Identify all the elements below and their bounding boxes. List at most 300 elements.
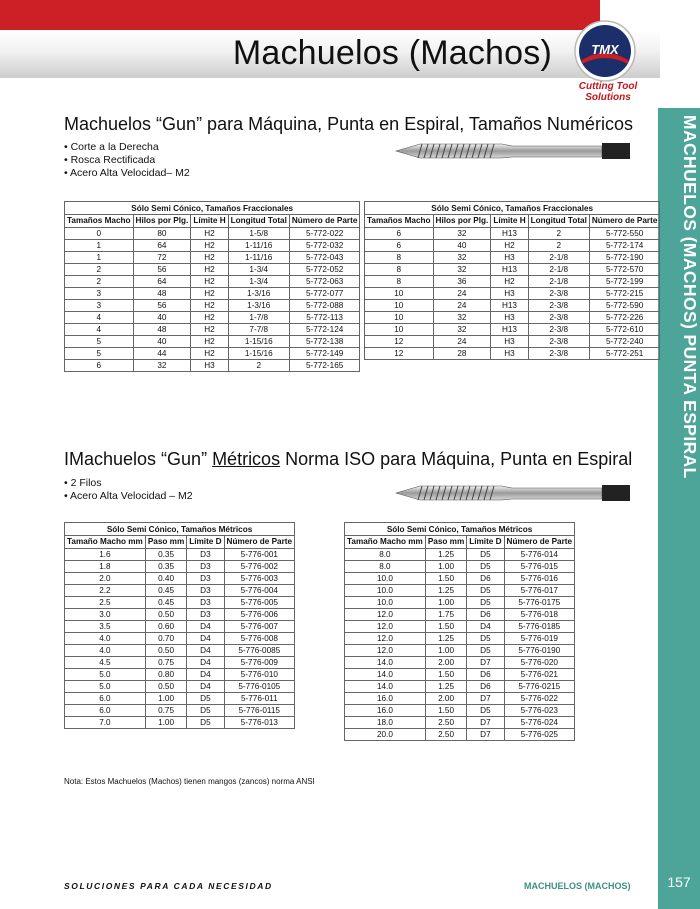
- table-cell: 5-772-550: [589, 228, 660, 240]
- column-header: Número de Parte: [504, 536, 575, 549]
- table-cell: H3: [491, 336, 528, 348]
- table-cell: 1-3/4: [228, 276, 289, 288]
- table-cell: 10: [365, 324, 434, 336]
- column-header: Tamaños Macho: [65, 215, 134, 228]
- tagline-line-1: Cutting Tool: [578, 81, 638, 92]
- metric-table-right: [344, 522, 575, 741]
- table-row: [65, 288, 360, 300]
- table-row: [65, 264, 360, 276]
- table-cell: 1: [65, 252, 134, 264]
- table-caption: Sólo Semi Cónico, Tamaños Métricos: [65, 523, 295, 536]
- table-row: [345, 669, 575, 681]
- table-cell: 5-776-021: [504, 669, 575, 681]
- table-cell: 5-776-0175: [504, 597, 575, 609]
- table-row: [65, 228, 360, 240]
- table-cell: 5-772-052: [289, 264, 360, 276]
- table-cell: 4: [65, 312, 134, 324]
- tmx-logo-icon: [574, 20, 636, 82]
- table-cell: H2: [191, 348, 228, 360]
- column-header: Tamaño Macho mm: [345, 536, 426, 549]
- table-row: [345, 717, 575, 729]
- table-cell: 32: [433, 252, 491, 264]
- table-cell: D4: [187, 681, 224, 693]
- table-cell: D3: [187, 609, 224, 621]
- table-cell: 5.0: [65, 681, 146, 693]
- table-cell: H2: [191, 264, 228, 276]
- table-row: [365, 276, 660, 288]
- table-cell: D4: [187, 669, 224, 681]
- table-cell: D5: [187, 705, 224, 717]
- table-row: [65, 561, 295, 573]
- table-row: [345, 681, 575, 693]
- metric-table-left: [64, 522, 295, 729]
- table-cell: 5-776-024: [504, 717, 575, 729]
- table-row: [65, 693, 295, 705]
- table-row: [365, 336, 660, 348]
- table-cell: 1-11/16: [228, 240, 289, 252]
- table-cell: 80: [133, 228, 191, 240]
- table-cell: 2-3/8: [528, 300, 589, 312]
- table-row: [65, 300, 360, 312]
- table-cell: 5-772-138: [289, 336, 360, 348]
- table-cell: 2: [228, 360, 289, 372]
- table-row: [365, 228, 660, 240]
- table-cell: 10.0: [345, 573, 426, 585]
- table-cell: 14.0: [345, 669, 426, 681]
- table-cell: 5-776-0085: [224, 645, 295, 657]
- table-cell: 72: [133, 252, 191, 264]
- table-cell: 5-776-018: [504, 609, 575, 621]
- table-cell: 1.00: [425, 561, 466, 573]
- table-cell: H2: [191, 336, 228, 348]
- table-cell: 32: [433, 228, 491, 240]
- table-cell: 5-776-0190: [504, 645, 575, 657]
- table-cell: 1-3/16: [228, 288, 289, 300]
- table-cell: 3: [65, 288, 134, 300]
- table-cell: H13: [491, 324, 528, 336]
- table-row: [65, 573, 295, 585]
- table-cell: 1.50: [425, 705, 466, 717]
- table-cell: 1-11/16: [228, 252, 289, 264]
- table-cell: 40: [433, 240, 491, 252]
- table-cell: H3: [491, 252, 528, 264]
- table-cell: 48: [133, 324, 191, 336]
- bullet-item: • Rosca Rectificada: [64, 154, 190, 167]
- table-cell: D6: [467, 669, 504, 681]
- table-row: [65, 276, 360, 288]
- column-header: Número de Parte: [224, 536, 295, 549]
- table-cell: 2: [65, 264, 134, 276]
- column-header: Paso mm: [425, 536, 466, 549]
- table-cell: H13: [491, 228, 528, 240]
- table-cell: 5-772-043: [289, 252, 360, 264]
- table-row: [345, 657, 575, 669]
- table-cell: 32: [433, 264, 491, 276]
- table-cell: 5-772-215: [589, 288, 660, 300]
- table-cell: 10: [365, 300, 434, 312]
- table-cell: 5-776-0185: [504, 621, 575, 633]
- table-cell: 5-776-016: [504, 573, 575, 585]
- table-cell: 3: [65, 300, 134, 312]
- table-cell: D7: [467, 717, 504, 729]
- table-cell: 1-3/16: [228, 300, 289, 312]
- table-cell: 18.0: [345, 717, 426, 729]
- table-cell: 5-776-009: [224, 657, 295, 669]
- table-cell: 1.6: [65, 549, 146, 561]
- table-cell: 2.50: [425, 729, 466, 741]
- table-cell: 2: [65, 276, 134, 288]
- table-row: [65, 597, 295, 609]
- table-row: [65, 360, 360, 372]
- table-cell: H2: [191, 324, 228, 336]
- table-cell: 5-776-005: [224, 597, 295, 609]
- table-cell: 5: [65, 348, 134, 360]
- table-cell: 14.0: [345, 657, 426, 669]
- table-cell: D4: [187, 645, 224, 657]
- column-header: Tamaño Macho mm: [65, 536, 146, 549]
- table-cell: 1.8: [65, 561, 146, 573]
- table-cell: 5-772-251: [589, 348, 660, 360]
- table-cell: 1.25: [425, 633, 466, 645]
- table-row: [65, 705, 295, 717]
- table-cell: 0.75: [145, 657, 186, 669]
- table-cell: D3: [187, 561, 224, 573]
- table-cell: 5-772-570: [589, 264, 660, 276]
- table-cell: 5-776-002: [224, 561, 295, 573]
- table-cell: 4: [65, 324, 134, 336]
- table-cell: 5-776-011: [224, 693, 295, 705]
- table-cell: 2-3/8: [528, 312, 589, 324]
- table-cell: 5-776-020: [504, 657, 575, 669]
- table-cell: 1.00: [145, 717, 186, 729]
- table-row: [65, 585, 295, 597]
- table-cell: 5-772-032: [289, 240, 360, 252]
- table-cell: 40: [133, 312, 191, 324]
- table-cell: 0.50: [145, 681, 186, 693]
- table-cell: 2: [528, 228, 589, 240]
- table-cell: 5-776-001: [224, 549, 295, 561]
- table-cell: D7: [467, 657, 504, 669]
- table-cell: 1.25: [425, 549, 466, 561]
- table-cell: 5-776-014: [504, 549, 575, 561]
- table-cell: 2.50: [425, 717, 466, 729]
- table-cell: 5-776-013: [224, 717, 295, 729]
- table-cell: 1.50: [425, 573, 466, 585]
- table-cell: D3: [187, 597, 224, 609]
- table-cell: 1: [65, 240, 134, 252]
- column-header: Límite H: [491, 215, 528, 228]
- table-row: [345, 609, 575, 621]
- table-row: [345, 621, 575, 633]
- table-cell: H2: [491, 276, 528, 288]
- table-cell: 7-7/8: [228, 324, 289, 336]
- section2-title-post: Norma ISO para Máquina, Punta en Espiral: [280, 449, 633, 469]
- table-cell: 24: [433, 336, 491, 348]
- table-cell: 0.35: [145, 549, 186, 561]
- table-cell: 16.0: [345, 693, 426, 705]
- table-cell: 6.0: [65, 693, 146, 705]
- table-cell: D5: [467, 549, 504, 561]
- table-cell: 0.75: [145, 705, 186, 717]
- table-cell: 8: [365, 252, 434, 264]
- table-cell: 5-772-077: [289, 288, 360, 300]
- table-cell: 5: [65, 336, 134, 348]
- table-cell: 2.0: [65, 573, 146, 585]
- table-cell: D3: [187, 585, 224, 597]
- table-cell: H3: [191, 360, 228, 372]
- table-cell: H2: [191, 300, 228, 312]
- table-cell: 1.00: [425, 597, 466, 609]
- table-cell: H2: [191, 276, 228, 288]
- table-cell: H13: [491, 264, 528, 276]
- table-cell: 5-772-165: [289, 360, 360, 372]
- table-cell: 4.5: [65, 657, 146, 669]
- table-cell: 40: [133, 336, 191, 348]
- table-cell: 2-1/8: [528, 264, 589, 276]
- table-cell: 2.00: [425, 693, 466, 705]
- page-title: Machuelos (Machos): [232, 34, 552, 72]
- table-cell: D3: [187, 549, 224, 561]
- table-cell: 5-772-590: [589, 300, 660, 312]
- column-header: Número de Parte: [289, 215, 360, 228]
- table-cell: 5-772-113: [289, 312, 360, 324]
- table-cell: 8.0: [345, 561, 426, 573]
- table-cell: 1.50: [425, 669, 466, 681]
- table-cell: 2-3/8: [528, 348, 589, 360]
- table-cell: H2: [191, 240, 228, 252]
- table-cell: D5: [187, 693, 224, 705]
- table-cell: 10: [365, 288, 434, 300]
- table-cell: 32: [433, 312, 491, 324]
- table-row: [65, 252, 360, 264]
- table-cell: D5: [467, 705, 504, 717]
- table-cell: 5-776-0215: [504, 681, 575, 693]
- table-cell: H3: [491, 312, 528, 324]
- table-row: [345, 633, 575, 645]
- table-cell: 5-776-004: [224, 585, 295, 597]
- table-cell: 5-772-190: [589, 252, 660, 264]
- table-cell: H2: [191, 252, 228, 264]
- table-cell: 6.0: [65, 705, 146, 717]
- bullet-item: • 2 Filos: [64, 477, 193, 490]
- table-cell: 48: [133, 288, 191, 300]
- table-cell: H2: [191, 288, 228, 300]
- table-row: [365, 252, 660, 264]
- table-row: [65, 609, 295, 621]
- table-cell: 0.40: [145, 573, 186, 585]
- table-cell: 64: [133, 276, 191, 288]
- table-cell: 12.0: [345, 633, 426, 645]
- section1-title: Machuelos “Gun” para Máquina, Punta en Espiral, Tamaños Numéricos: [64, 114, 633, 134]
- footer-slogan: SOLUCIONES PARA CADA NECESIDAD: [64, 881, 273, 891]
- table-cell: 5-772-088: [289, 300, 360, 312]
- table-cell: 3.0: [65, 609, 146, 621]
- table-cell: 5-772-063: [289, 276, 360, 288]
- table-row: [365, 288, 660, 300]
- table-cell: 6: [365, 228, 434, 240]
- column-header: Límite D: [187, 536, 224, 549]
- table-cell: 0.45: [145, 585, 186, 597]
- table-cell: 8.0: [345, 549, 426, 561]
- table-cell: 5-776-007: [224, 621, 295, 633]
- table-row: [65, 633, 295, 645]
- table-cell: 5-776-010: [224, 669, 295, 681]
- table-row: [345, 693, 575, 705]
- table-cell: 5-776-022: [504, 693, 575, 705]
- bullet-item: • Corte a la Derecha: [64, 141, 190, 154]
- column-header: Límite H: [191, 215, 228, 228]
- table-cell: 5-776-0105: [224, 681, 295, 693]
- table-cell: 5-772-124: [289, 324, 360, 336]
- footer-section-name: MACHUELOS (MACHOS): [524, 881, 631, 891]
- table-cell: 5-772-022: [289, 228, 360, 240]
- table-row: [345, 705, 575, 717]
- table-cell: 3.5: [65, 621, 146, 633]
- table-cell: 36: [433, 276, 491, 288]
- table-cell: D6: [467, 573, 504, 585]
- table-cell: 5.0: [65, 669, 146, 681]
- table-row: [65, 336, 360, 348]
- table-cell: 1-15/16: [228, 336, 289, 348]
- table-cell: 56: [133, 264, 191, 276]
- table-cell: 5-772-610: [589, 324, 660, 336]
- table-row: [345, 597, 575, 609]
- table-cell: 0.50: [145, 609, 186, 621]
- table-cell: 5-772-240: [589, 336, 660, 348]
- table-cell: 5-776-008: [224, 633, 295, 645]
- table-row: [345, 645, 575, 657]
- column-header: Paso mm: [145, 536, 186, 549]
- fractional-table-right: [364, 201, 660, 360]
- table-row: [65, 549, 295, 561]
- table-row: [345, 561, 575, 573]
- table-row: [345, 573, 575, 585]
- table-cell: D4: [187, 633, 224, 645]
- table-cell: 1-7/8: [228, 312, 289, 324]
- column-header: Tamaños Macho: [365, 215, 434, 228]
- table-row: [65, 681, 295, 693]
- table-caption: Sólo Semi Cónico, Tamaños Fraccionales: [65, 202, 360, 215]
- table-cell: 6: [365, 240, 434, 252]
- header-red-band: [0, 0, 600, 30]
- section2-title: [64, 449, 632, 470]
- table-row: [65, 717, 295, 729]
- table-cell: 2.2: [65, 585, 146, 597]
- table-cell: 7.0: [65, 717, 146, 729]
- table-cell: 0.45: [145, 597, 186, 609]
- table-cell: 24: [433, 288, 491, 300]
- footnote: Nota: Estos Machuelos (Machos) tienen mangos (zancos) norma ANSI: [64, 777, 315, 786]
- table-row: [65, 645, 295, 657]
- table-cell: D4: [187, 621, 224, 633]
- table-cell: 16.0: [345, 705, 426, 717]
- table-cell: H2: [491, 240, 528, 252]
- table-cell: 5-776-023: [504, 705, 575, 717]
- table-cell: D6: [467, 609, 504, 621]
- table-cell: 5-776-017: [504, 585, 575, 597]
- table-cell: 4.0: [65, 645, 146, 657]
- table-cell: 8: [365, 276, 434, 288]
- table-cell: 10.0: [345, 585, 426, 597]
- table-cell: 0.70: [145, 633, 186, 645]
- table-caption: Sólo Semi Cónico, Tamaños Fraccionales: [365, 202, 660, 215]
- column-header: Longitud Total: [228, 215, 289, 228]
- table-cell: 20.0: [345, 729, 426, 741]
- table-cell: 12.0: [345, 609, 426, 621]
- table-row: [65, 348, 360, 360]
- table-cell: 2-3/8: [528, 324, 589, 336]
- table-cell: 2-1/8: [528, 252, 589, 264]
- tagline-line-2: Solutions: [585, 92, 631, 103]
- table-row: [65, 621, 295, 633]
- table-cell: 12: [365, 348, 434, 360]
- table-cell: 12: [365, 336, 434, 348]
- page-number: 157: [667, 874, 691, 890]
- table-row: [365, 312, 660, 324]
- table-cell: 5-772-226: [589, 312, 660, 324]
- section2-bullets: [64, 477, 193, 503]
- table-cell: 44: [133, 348, 191, 360]
- table-cell: 64: [133, 240, 191, 252]
- table-cell: 1-5/8: [228, 228, 289, 240]
- table-cell: D7: [467, 693, 504, 705]
- table-cell: 0.80: [145, 669, 186, 681]
- column-header: Longitud Total: [528, 215, 589, 228]
- tagline: [560, 81, 656, 103]
- table-row: [65, 312, 360, 324]
- table-cell: 5-772-199: [589, 276, 660, 288]
- table-cell: 4.0: [65, 633, 146, 645]
- table-cell: D4: [467, 621, 504, 633]
- table-cell: H2: [191, 312, 228, 324]
- bullet-item: • Acero Alta Velocidad – M2: [64, 490, 193, 503]
- table-cell: H3: [491, 348, 528, 360]
- table-cell: D6: [467, 681, 504, 693]
- table-cell: 12.0: [345, 621, 426, 633]
- table-cell: D5: [467, 561, 504, 573]
- table-row: [365, 240, 660, 252]
- table-cell: 24: [433, 300, 491, 312]
- table-cell: 2: [528, 240, 589, 252]
- section2-title-underlined: Métricos: [212, 449, 281, 469]
- table-cell: 5-772-149: [289, 348, 360, 360]
- table-cell: D5: [187, 717, 224, 729]
- table-cell: 28: [433, 348, 491, 360]
- table-cell: 1.00: [425, 645, 466, 657]
- table-row: [345, 549, 575, 561]
- table-row: [65, 669, 295, 681]
- table-cell: D5: [467, 585, 504, 597]
- table-cell: H3: [491, 288, 528, 300]
- table-cell: 56: [133, 300, 191, 312]
- table-cell: 14.0: [345, 681, 426, 693]
- table-cell: 1-3/4: [228, 264, 289, 276]
- table-cell: D3: [187, 573, 224, 585]
- table-cell: 1.00: [145, 693, 186, 705]
- section1-bullets: [64, 141, 190, 180]
- table-cell: 5-776-025: [504, 729, 575, 741]
- table-cell: 32: [433, 324, 491, 336]
- table-cell: 5-776-003: [224, 573, 295, 585]
- column-header: Límite D: [467, 536, 504, 549]
- column-header: Hilos por Plg.: [433, 215, 491, 228]
- table-cell: 6: [65, 360, 134, 372]
- table-row: [365, 264, 660, 276]
- table-cell: D5: [467, 633, 504, 645]
- table-cell: H2: [191, 228, 228, 240]
- column-header: Número de Parte: [589, 215, 660, 228]
- side-tab-label: MACHUELOS (MACHOS) PUNTA ESPIRAL: [680, 115, 700, 479]
